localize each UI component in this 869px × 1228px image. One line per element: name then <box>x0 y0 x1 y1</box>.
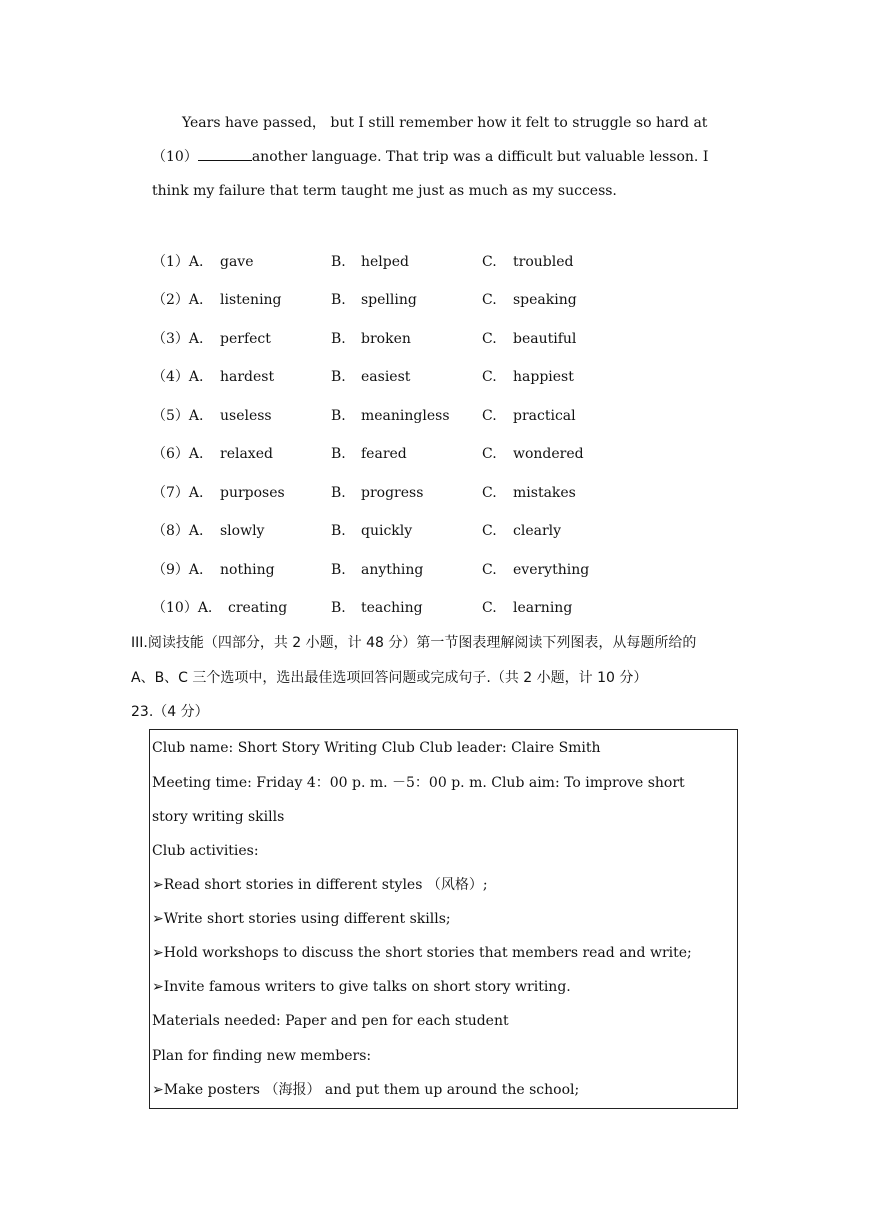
option-c-label: C. <box>482 331 497 347</box>
option-b-label: B. <box>331 292 346 308</box>
passage-line-3: think my failure that term taught me just as much as my success. <box>152 183 617 199</box>
option-b: meaningless <box>361 408 450 424</box>
option-number: （4）A. <box>152 369 204 385</box>
option-a: slowly <box>220 523 265 539</box>
option-b: feared <box>361 446 407 462</box>
option-a: nothing <box>220 562 275 578</box>
activity-item: ➢Hold workshops to discuss the short stories that members read and write; <box>152 945 692 961</box>
option-row <box>152 484 752 502</box>
meeting-time-line: Meeting time: Friday 4：00 p. m. －5：00 p. m. Club aim: To improve short <box>152 775 685 791</box>
option-c: wondered <box>513 446 584 462</box>
option-row <box>152 330 752 348</box>
club-name-line: Club name: Short Story Writing Club Club leader: Claire Smith <box>152 740 601 756</box>
option-number: （7）A. <box>152 485 204 501</box>
option-b-label: B. <box>331 331 346 347</box>
club-info-box <box>149 729 738 1109</box>
option-c-label: C. <box>482 369 497 385</box>
option-b: teaching <box>361 600 423 616</box>
option-b: quickly <box>361 523 413 539</box>
answer-blank <box>198 148 252 161</box>
option-number: （1）A. <box>152 254 204 270</box>
option-row <box>152 599 752 617</box>
option-c-label: C. <box>482 600 497 616</box>
activity-item: ➢Write short stories using different skills; <box>152 911 451 927</box>
option-number: （9）A. <box>152 562 204 578</box>
option-number: （10）A. <box>152 600 213 616</box>
option-row <box>152 291 752 309</box>
option-row <box>152 522 752 540</box>
option-a: hardest <box>220 369 275 385</box>
option-number: （5）A. <box>152 408 204 424</box>
option-a: useless <box>220 408 272 424</box>
option-c: mistakes <box>513 485 576 501</box>
option-b-label: B. <box>331 562 346 578</box>
option-c: clearly <box>513 523 562 539</box>
passage-line-2-text: another language. That trip was a difficult but valuable lesson. I <box>251 149 709 165</box>
option-b-label: B. <box>331 600 346 616</box>
option-b: broken <box>361 331 411 347</box>
option-a: creating <box>228 600 288 616</box>
option-c-label: C. <box>482 562 497 578</box>
option-a: listening <box>220 292 282 308</box>
option-a: purposes <box>220 485 285 501</box>
plan-item: ➢Make posters （海报） and put them up around the school; <box>152 1082 580 1098</box>
section-heading-line-1: III.阅读技能（四部分，共 2 小题，计 48 分）第一节图表理解阅读下列图表，从每题所给的 <box>131 635 697 651</box>
option-c: speaking <box>513 292 577 308</box>
option-b-label: B. <box>331 254 346 270</box>
blank-number: （10） <box>152 149 198 165</box>
option-a: perfect <box>220 331 271 347</box>
option-b: easiest <box>361 369 411 385</box>
option-row <box>152 561 752 579</box>
option-c-label: C. <box>482 485 497 501</box>
option-a: gave <box>220 254 254 270</box>
section-heading-line-2: A、B、C 三个选项中，选出最佳选项回答问题或完成句子.（共 2 小题，计 10 分） <box>131 670 648 686</box>
question-number: 23.（4 分） <box>131 704 209 720</box>
option-row <box>152 368 752 386</box>
option-b-label: B. <box>331 523 346 539</box>
option-row <box>152 253 752 271</box>
passage-line-2 <box>152 148 708 166</box>
option-a: relaxed <box>220 446 273 462</box>
option-c: everything <box>513 562 590 578</box>
option-b-label: B. <box>331 446 346 462</box>
option-c-label: C. <box>482 523 497 539</box>
option-b: spelling <box>361 292 417 308</box>
option-b: progress <box>361 485 424 501</box>
option-number: （2）A. <box>152 292 204 308</box>
option-c: beautiful <box>513 331 577 347</box>
option-row <box>152 407 752 425</box>
activity-item: ➢Read short stories in different styles （风格）; <box>152 877 488 893</box>
option-c-label: C. <box>482 292 497 308</box>
activities-heading: Club activities: <box>152 843 259 859</box>
option-c: troubled <box>513 254 574 270</box>
option-number: （6）A. <box>152 446 204 462</box>
option-c-label: C. <box>482 446 497 462</box>
materials-line: Materials needed: Paper and pen for each student <box>152 1013 509 1029</box>
passage-line-1: Years have passed， but I still remember how it felt to struggle so hard at <box>182 115 708 131</box>
club-aim-continued: story writing skills <box>152 809 285 825</box>
option-c-label: C. <box>482 254 497 270</box>
option-b: anything <box>361 562 424 578</box>
option-number: （8）A. <box>152 523 204 539</box>
option-row <box>152 445 752 463</box>
option-b-label: B. <box>331 369 346 385</box>
activity-item: ➢Invite famous writers to give talks on short story writing. <box>152 979 571 995</box>
option-number: （3）A. <box>152 331 204 347</box>
option-c-label: C. <box>482 408 497 424</box>
option-b: helped <box>361 254 409 270</box>
option-c: practical <box>513 408 576 424</box>
option-b-label: B. <box>331 485 346 501</box>
option-c: learning <box>513 600 573 616</box>
option-c: happiest <box>513 369 574 385</box>
option-b-label: B. <box>331 408 346 424</box>
plan-heading: Plan for finding new members: <box>152 1048 372 1064</box>
